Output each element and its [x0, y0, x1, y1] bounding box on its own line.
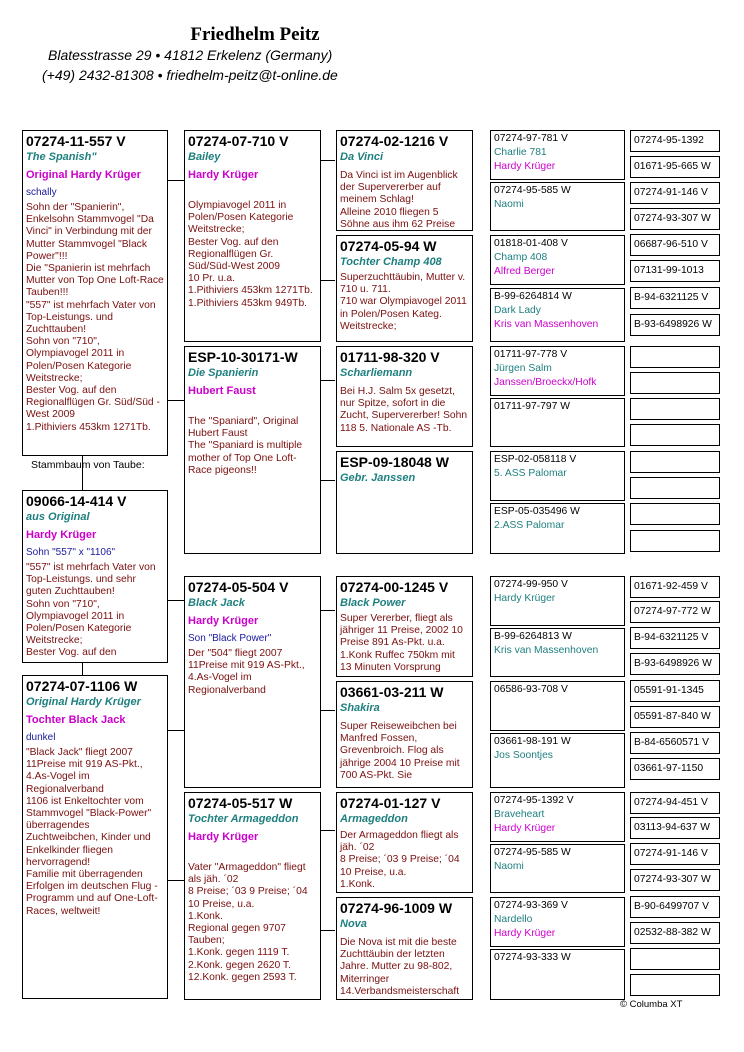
gen5-cell[interactable] [630, 372, 720, 394]
gen5-cell[interactable]: 03661-97-1150 [630, 758, 720, 780]
gen4-id: 01818-01-408 V [494, 238, 568, 249]
gen2-text: The "Spaniard", Original Hubert Faust The "Spaniard is multiple mother of Top One Loft-Race pigeons!! [188, 416, 303, 476]
gen4-box[interactable] [490, 398, 625, 447]
gen5-cell[interactable]: 07274-93-307 W [630, 869, 720, 891]
gen4-box[interactable] [490, 451, 625, 501]
gen4-name: Hardy Krüger [494, 593, 556, 604]
gen4-breeder: Alfred Berger [494, 266, 555, 277]
gen4-box[interactable] [490, 733, 625, 788]
connector [320, 930, 335, 931]
subject-id: 09066-14-414 V [26, 493, 127, 509]
gen5-cell[interactable]: 01671-92-459 V [630, 576, 720, 598]
gen5-cell[interactable]: B-90-6499707 V [630, 896, 720, 918]
gen3-text: Super Reiseweibchen bei Manfred Fossen, Grevenbroich. Flog als jährige 2004 10 Preise mit 700 AS-Pkt. Sie [340, 721, 460, 781]
stammbaum-label: Stammbaum von Taube: [31, 459, 145, 471]
gen4-breeder: Janssen/Broeckx/Hofk [494, 377, 597, 388]
gen4-name: Jürgen Salm [494, 363, 552, 374]
gen3-name: Gebr. Janssen [340, 472, 416, 484]
gen5-cell[interactable]: 07274-94-451 V [630, 792, 720, 814]
gen3-text: Da Vinci ist im Augenblick der Supervererber auf meinem Schlag! Alleine 2010 fliegen 5 Söhne aus ihm 62 Preise [340, 170, 458, 230]
sire-color: schally [26, 187, 57, 198]
gen4-box[interactable] [490, 130, 625, 180]
connector [320, 480, 335, 481]
gen2-box[interactable] [184, 346, 321, 554]
gen5-cell[interactable]: 07274-95-1392 [630, 130, 720, 152]
gen5-cell[interactable] [630, 398, 720, 420]
gen4-id: ESP-05-035496 W [494, 506, 580, 517]
gen4-id: 06586-93-708 V [494, 684, 568, 695]
gen3-text: Bei H.J. Salm 5x gesetzt, nur Spitze, sofort in die Zucht, Supervererber! Sohn 118 5. Nationale AS -Tb. [340, 386, 468, 434]
gen4-box[interactable] [490, 628, 625, 677]
sire-box[interactable] [22, 130, 168, 456]
sire-id: 07274-11-557 V [26, 133, 126, 149]
gen3-id: 07274-02-1216 V [340, 133, 449, 149]
gen4-id: 07274-95-1392 V [494, 795, 574, 806]
gen5-cell[interactable] [630, 346, 720, 368]
gen4-box[interactable] [490, 288, 625, 342]
gen3-name: Da Vinci [340, 151, 383, 163]
gen5-cell[interactable]: 06687-96-510 V [630, 234, 720, 256]
gen3-box[interactable] [336, 451, 473, 554]
dam-breeder: Tochter Black Jack [26, 714, 126, 726]
gen2-box[interactable] [184, 130, 321, 342]
gen2-breeder: Hubert Faust [188, 385, 256, 397]
gen4-name: Champ 408 [494, 252, 548, 263]
gen3-box[interactable] [336, 130, 473, 231]
gen5-cell[interactable]: B-94-6321125 V [630, 287, 720, 309]
gen4-id: 07274-93-369 V [494, 900, 568, 911]
gen4-name: Naomi [494, 861, 524, 872]
gen5-cell[interactable]: B-93-6498926 W [630, 653, 720, 675]
gen4-id: 07274-97-781 V [494, 133, 568, 144]
gen3-box[interactable] [336, 346, 473, 447]
gen5-cell[interactable]: B-93-6498926 W [630, 314, 720, 336]
dam-text: "Black Jack" fliegt 2007 11Preise mit 919 AS-Pkt., 4.As-Vogel im Regionalverband 1106 ist Enkeltochter vom Stammvogel "Black-Power" überragendes Zuchtweibchen, Kinder und Enkelkinder fliegen hervorragend! Familie mit überragenden Erfolgen im deutschen Flug -Programm und auf One-Loft-Races, weltweit! [26, 747, 158, 917]
gen4-box[interactable] [490, 346, 625, 396]
gen4-box[interactable] [490, 235, 625, 285]
gen3-name: Nova [340, 918, 367, 930]
gen5-cell[interactable]: 07274-91-146 V [630, 182, 720, 204]
gen5-cell[interactable] [630, 503, 720, 525]
gen4-id: B-99-6264813 W [494, 631, 572, 642]
gen3-box[interactable] [336, 897, 473, 1000]
gen4-box[interactable] [490, 182, 625, 231]
gen4-breeder: Hardy Krüger [494, 161, 556, 172]
gen5-cell[interactable]: 02532-88-382 W [630, 922, 720, 944]
gen2-text: Olympiavogel 2011 in Polen/Posen Kategorie Weitstrecke; Bester Vog. auf den Regionalflügen Gr. Süd/Süd-West 2009 10 Pr. u.a. 1.Pithiviers 453km 1271Tb. 1.Pithiviers 453km 949Tb. [188, 200, 313, 309]
gen4-id: B-99-6264814 W [494, 291, 572, 302]
breeder-address: Blatesstrasse 29 • 41812 Erkelenz (Germany) [48, 47, 333, 63]
gen5-cell[interactable]: 01671-95-665 W [630, 156, 720, 178]
dam-color: dunkel [26, 732, 56, 743]
subject-name: aus Original [26, 511, 90, 523]
connector [320, 280, 335, 281]
gen3-id: 01711-98-320 V [340, 349, 440, 365]
gen4-id: 07274-93-333 W [494, 952, 571, 963]
sire-breeder: Original Hardy Krüger [26, 169, 141, 181]
connector [82, 662, 83, 676]
subject-breeder: Hardy Krüger [26, 529, 97, 541]
connector [167, 880, 185, 881]
dam-id: 07274-07-1106 W [26, 678, 138, 694]
gen3-box[interactable] [336, 576, 473, 677]
gen3-text: Der Armageddon fliegt als jäh. ´02 8 Preise; ´03 9 Preise; ´04 10 Preise, u.a. 1.Konk. [340, 830, 460, 890]
gen2-box[interactable] [184, 792, 321, 1000]
gen4-name: 5. ASS Palomar [494, 468, 567, 479]
gen3-id: 07274-00-1245 V [340, 579, 449, 595]
gen2-text: Der "504" fliegt 2007 11Preise mit 919 AS-Pkt., 4.As-Vogel im Regionalverband [188, 648, 305, 696]
gen5-cell[interactable] [630, 948, 720, 970]
dam-box[interactable] [22, 675, 168, 999]
gen2-breeder: Hardy Krüger [188, 831, 259, 843]
gen2-id: 07274-05-504 V [188, 579, 289, 595]
gen4-name: Charlie 781 [494, 147, 547, 158]
gen2-color: Son "Black Power" [188, 633, 272, 644]
gen3-name: Scharliemann [340, 367, 413, 379]
gen5-cell[interactable]: 03113-94-637 W [630, 817, 720, 839]
gen4-name: Dark Lady [494, 305, 541, 316]
sire-name: The Spanish" [26, 151, 97, 163]
gen4-box[interactable] [490, 844, 625, 893]
gen2-id: 07274-07-710 V [188, 133, 289, 149]
gen4-box[interactable] [490, 503, 625, 554]
gen2-id: ESP-10-30171-W [188, 349, 298, 365]
subject-box[interactable] [22, 490, 168, 663]
gen4-box[interactable] [490, 576, 625, 626]
gen3-box[interactable] [336, 235, 473, 342]
sire-text: Sohn der "Spanierin", Enkelsohn Stammvogel "Da Vinci" in Verbindung mit der Mutter Stammvogel "Black Power"!!! Die "Spanierin ist mehrfach Mutter von Top One Loft-Race Tauben!!! "557" ist mehrfach Vater von Top-Leistungs. und Zuchttauben! Sohn von "710", Olympiavogel 2011 in Polen/Posen Kategorie Weitstrecke; Bester Vog. auf den Regionalflügen Gr. Süd/Süd -West 2009 1.Pithiviers 453km 1271Tb. [26, 202, 164, 433]
connector [167, 180, 185, 181]
gen5-cell[interactable]: 05591-91-1345 [630, 680, 720, 702]
connector [320, 160, 335, 161]
gen3-id: 07274-96-1009 W [340, 900, 453, 916]
gen3-id: 07274-01-127 V [340, 795, 441, 811]
gen5-cell[interactable]: 07274-93-307 W [630, 208, 720, 230]
gen4-breeder: Hardy Krüger [494, 823, 556, 834]
gen4-name: 2.ASS Palomar [494, 520, 565, 531]
gen2-name: Bailey [188, 151, 221, 163]
connector [320, 380, 335, 381]
gen2-box[interactable] [184, 576, 321, 788]
gen5-cell[interactable] [630, 530, 720, 552]
gen4-id: 03661-98-191 W [494, 736, 571, 747]
connector [320, 610, 335, 611]
gen2-name: Black Jack [188, 597, 245, 609]
gen4-box[interactable] [490, 897, 625, 947]
gen4-breeder: Kris van Massenhoven [494, 319, 599, 330]
gen5-cell[interactable] [630, 974, 720, 996]
gen5-cell[interactable]: B-84-6560571 V [630, 732, 720, 754]
gen3-name: Tochter Champ 408 [340, 256, 442, 268]
gen3-text: Superzuchttäubin, Mutter v. 710 u. 711. 710 war Olympiavogel 2011 in Polen/Posen Kateg. Weitstrecke; [340, 272, 467, 332]
gen3-id: 03661-03-211 W [340, 684, 444, 700]
gen4-name: Naomi [494, 199, 524, 210]
gen3-text: Super Vererber, fliegt als jähriger 11 Preise, 2002 10 Preise 891 As-Pkt. u.a. 1.Konk Ruffec 750km mit 13 Minuten Vorsprung [340, 613, 463, 673]
gen5-cell[interactable] [630, 477, 720, 499]
gen4-id: 07274-95-585 W [494, 185, 571, 196]
gen5-cell[interactable]: 05591-87-840 W [630, 706, 720, 728]
gen4-box[interactable] [490, 792, 625, 842]
connector [167, 400, 185, 401]
gen3-id: ESP-09-18048 W [340, 454, 449, 470]
gen5-cell[interactable]: B-94-6321125 V [630, 627, 720, 649]
gen5-cell[interactable]: 07274-91-146 V [630, 843, 720, 865]
gen4-box[interactable] [490, 949, 625, 1000]
gen3-box[interactable] [336, 792, 473, 893]
gen4-id: 07274-99-950 V [494, 579, 568, 590]
gen4-name: Nardello [494, 914, 533, 925]
gen3-text: Die Nova ist mit die beste Zuchttäubin der letzten Jahre. Mutter zu 98-802, Miterringer 14.Verbandsmeisterschaft [340, 937, 460, 997]
gen3-name: Shakira [340, 702, 380, 714]
gen4-name: Braveheart [494, 809, 545, 820]
gen4-id: ESP-02-058118 V [494, 454, 577, 465]
gen2-text: Vater "Armageddon" fliegt als jäh. ´02 8 Preise; ´03 9 Preise; ´04 10 Preise, u.a. 1.Konk. Regional gegen 9707 Tauben; 1.Konk. gegen 1119 T. 2.Konk. gegen 2620 T. 12.Konk. gegen 2593 T. [188, 862, 308, 983]
gen4-id: 01711-97-778 V [494, 349, 568, 360]
subject-color: Sohn "557" x "1106" [26, 547, 116, 558]
gen4-name: Jos Soontjes [494, 750, 553, 761]
gen3-name: Armageddon [340, 813, 408, 825]
gen4-name: Kris van Massenhoven [494, 645, 599, 656]
copyright: © Columba XT [620, 999, 683, 1010]
subject-text: "557" ist mehrfach Vater von Top-Leistungs. und sehr guten Zuchttauben! Sohn von "710", Olympiavogel 2011 in Polen/Posen Kategorie Weitstrecke; Bester Vog. auf den [26, 562, 156, 659]
gen3-box[interactable] [336, 681, 473, 788]
gen3-name: Black Power [340, 597, 406, 609]
connector [167, 600, 185, 601]
connector [320, 830, 335, 831]
gen4-id: 01711-97-797 W [494, 401, 570, 412]
gen4-box[interactable] [490, 681, 625, 731]
gen2-breeder: Hardy Krüger [188, 169, 259, 181]
dam-name: Original Hardy Krüger [26, 696, 141, 708]
gen2-id: 07274-05-517 W [188, 795, 293, 811]
breeder-name: Friedhelm Peitz [190, 24, 320, 45]
gen4-id: 07274-95-585 W [494, 847, 571, 858]
gen2-name: Tochter Armageddon [188, 813, 299, 825]
gen2-name: Die Spanierin [188, 367, 259, 379]
gen5-cell[interactable]: 07131-99-1013 [630, 260, 720, 282]
gen4-breeder: Hardy Krüger [494, 928, 556, 939]
breeder-contact: (+49) 2432-81308 • friedhelm-peitz@t-online.de [42, 67, 338, 83]
gen5-cell[interactable] [630, 451, 720, 473]
gen5-cell[interactable]: 07274-97-772 W [630, 601, 720, 623]
connector [320, 710, 335, 711]
gen5-cell[interactable] [630, 424, 720, 446]
connector [167, 730, 185, 731]
gen2-breeder: Hardy Krüger [188, 615, 259, 627]
gen3-id: 07274-05-94 W [340, 238, 437, 254]
